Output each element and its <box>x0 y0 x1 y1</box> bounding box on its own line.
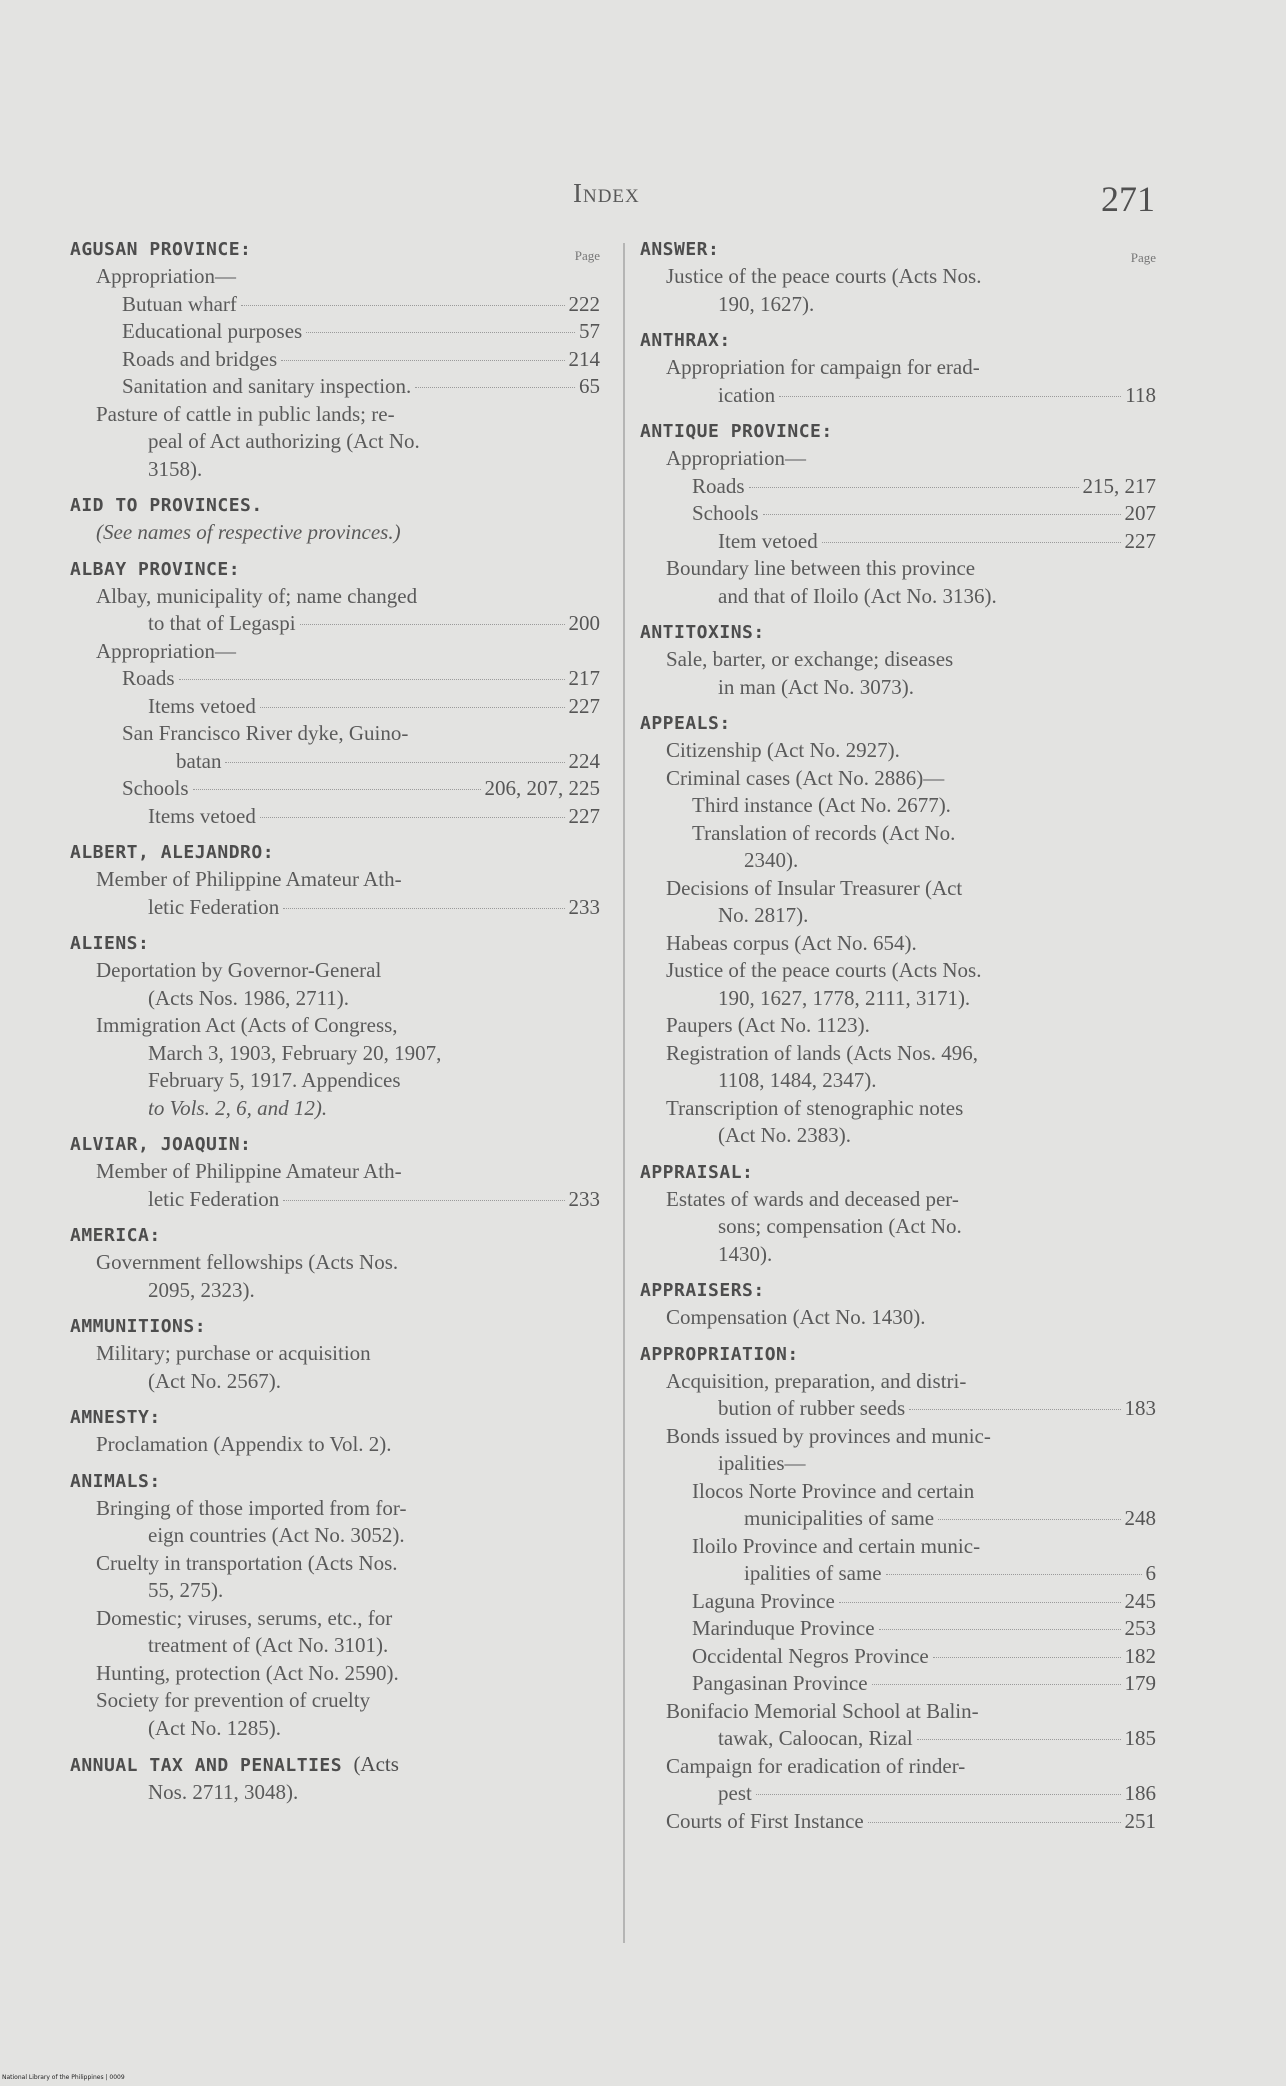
subentry-cont: to Vols. 2, 6, and 12). <box>148 1095 328 1120</box>
leader-dots <box>241 305 565 306</box>
page-ref: 217 <box>568 666 600 690</box>
page-ref: 214 <box>568 346 600 371</box>
subentry-cont: peal of Act authorizing (Act No. <box>148 429 420 453</box>
subentry-cont: 1430). <box>718 1241 773 1266</box>
left-column <box>70 236 600 1807</box>
leader-dots <box>283 1200 564 1201</box>
leader-dots <box>933 1657 1121 1658</box>
page-ref: 248 <box>1124 1506 1156 1530</box>
subentry: Member of Philippine Amateur Ath- <box>96 1159 402 1183</box>
index-row: Pangasinan Province 179 <box>640 1670 1156 1698</box>
entry-heading-albay: ALBAY PROVINCE: <box>70 558 241 580</box>
page-ref: 224 <box>568 748 600 773</box>
subentry-cont: 55, 275). <box>148 1578 224 1602</box>
entry-heading-answer: ANSWER: <box>640 239 720 260</box>
leader-dots <box>756 1794 1121 1795</box>
index-row: Items vetoed 227 <box>70 693 600 721</box>
index-row: batan 224 <box>70 748 600 776</box>
subentry-cont: eign countries (Act No. 3052). <box>148 1523 405 1547</box>
page-ref: 183 <box>1124 1396 1156 1420</box>
subentry-cont: (Act No. 1285). <box>148 1715 281 1740</box>
page-ref: 245 <box>1124 1588 1156 1613</box>
index-row: Marinduque Province 253 <box>640 1615 1156 1643</box>
leader-dots <box>749 487 1079 488</box>
leader-dots <box>179 679 565 680</box>
entry-heading-america: AMERICA: <box>70 1225 161 1246</box>
scan-footer: National Library of the Philippines | 0009 <box>2 2074 125 2081</box>
index-row: letic Federation 233 <box>70 894 600 922</box>
cross-reference: (See names of respective provinces.) <box>96 520 401 544</box>
entry-heading-antique: ANTIQUE PROVINCE: <box>640 421 833 442</box>
page-ref: 118 <box>1125 382 1156 407</box>
subentry: Registration of lands (Acts Nos. 496, <box>666 1040 979 1065</box>
subentry-cont: 2340). <box>744 848 799 872</box>
leader-dots <box>872 1684 1121 1685</box>
leader-dots <box>909 1409 1120 1410</box>
subentry: Bonds issued by provinces and munic- <box>666 1423 991 1448</box>
subentry-cont: No. 2817). <box>718 903 809 927</box>
subentry-cont: 190, 1627, 1778, 2111, 3171). <box>718 985 971 1010</box>
entry-heading-animals: ANIMALS: <box>70 1470 161 1492</box>
page-ref: 222 <box>568 291 600 316</box>
leader-dots <box>868 1822 1121 1823</box>
index-row: Item vetoed 227 <box>640 528 1156 556</box>
subentry: Bringing of those imported from for- <box>96 1495 407 1520</box>
right-column <box>640 236 1156 1835</box>
subentry: Justice of the peace courts (Acts Nos. <box>666 958 982 982</box>
page-ref: 206, 207, 225 <box>484 776 600 800</box>
index-row: Educational purposes 57 <box>70 318 600 346</box>
subentry: Criminal cases (Act No. 2886)— <box>666 765 945 790</box>
index-row: bution of rubber seeds 183 <box>640 1395 1156 1423</box>
subentry-cont: (Act No. 2567). <box>148 1368 281 1393</box>
index-row: municipalities of same 248 <box>640 1505 1156 1533</box>
subentry: Ilocos Norte Province and certain <box>692 1478 975 1503</box>
entry-heading-albert: ALBERT, ALEJANDRO: <box>70 842 275 863</box>
index-row: pest 186 <box>640 1780 1156 1808</box>
subentry-cont: sons; compensation (Act No. <box>718 1214 962 1238</box>
subentry: Hunting, protection (Act No. 2590). <box>96 1660 399 1685</box>
index-row: Sanitation and sanitary inspection. 65 <box>70 373 600 401</box>
subentry: Translation of records (Act No. <box>692 820 956 845</box>
leader-dots <box>917 1739 1121 1740</box>
page-ref: 233 <box>568 1186 600 1211</box>
leader-dots <box>879 1629 1121 1630</box>
subentry: Appropriation— <box>96 638 236 663</box>
page-ref: 253 <box>1124 1616 1156 1640</box>
subentry-cont: March 3, 1903, February 20, 1907, <box>148 1040 442 1065</box>
subentry: Bonifacio Memorial School at Balin- <box>666 1698 979 1723</box>
leader-dots <box>225 762 564 763</box>
leader-dots <box>283 908 564 909</box>
index-row: Roads 217 <box>70 665 600 693</box>
subentry: Domestic; viruses, serums, etc., for <box>96 1605 393 1630</box>
subentry: Proclamation (Appendix to Vol. 2). <box>96 1432 392 1456</box>
index-row: tawak, Caloocan, Rizal 185 <box>640 1725 1156 1753</box>
page-column-label: Page <box>1130 250 1156 265</box>
subentry: Justice of the peace courts (Acts Nos. <box>666 264 982 288</box>
index-row: Courts of First Instance 251 <box>640 1808 1156 1836</box>
subentry: Third instance (Act No. 2677). <box>692 793 951 817</box>
subentry: Compensation (Act No. 1430). <box>666 1305 926 1329</box>
index-row: Roads and bridges 214 <box>70 346 600 374</box>
leader-dots <box>938 1519 1120 1520</box>
subentry-cont: (Acts Nos. 1986, 2711). <box>148 985 350 1010</box>
leader-dots <box>260 707 565 708</box>
entry-heading-appraisal: APPRAISAL: <box>640 1161 754 1183</box>
subentry-cont: 190, 1627). <box>718 291 815 316</box>
subentry-cont: February 5, 1917. Appendices <box>148 1068 401 1092</box>
page-ref: 65 <box>579 374 600 398</box>
page-ref: 233 <box>568 894 600 919</box>
subentry: Estates of wards and deceased per- <box>666 1186 959 1211</box>
subentry-cont: (Act No. 2383). <box>718 1123 851 1147</box>
subentry: Decisions of Insular Treasurer (Act <box>666 875 963 900</box>
subentry: Paupers (Act No. 1123). <box>666 1013 870 1037</box>
page-ref: 200 <box>568 611 600 635</box>
subentry: Deportation by Governor-General <box>96 958 382 982</box>
subentry: Immigration Act (Acts of Congress, <box>96 1013 398 1037</box>
leader-dots <box>300 624 565 625</box>
page-ref: 6 <box>1145 1561 1156 1585</box>
page-column-label: Page <box>574 248 600 263</box>
page-ref: 207 <box>1124 501 1156 525</box>
leader-dots <box>839 1602 1121 1603</box>
subentry: Acquisition, preparation, and distri- <box>666 1368 967 1393</box>
entry-heading-annual: ANNUAL TAX AND PENALTIES (Acts <box>70 1752 399 1776</box>
page-ref: 227 <box>1124 528 1156 553</box>
page-ref: 227 <box>568 803 600 828</box>
entry-heading-ammunitions: AMMUNITIONS: <box>70 1316 207 1337</box>
page-title: Index <box>573 178 640 208</box>
page-ref: 215, 217 <box>1082 473 1156 498</box>
page-ref: 185 <box>1124 1726 1156 1750</box>
subentry-cont: 2095, 2323). <box>148 1277 255 1302</box>
entry-heading-aid: AID TO PROVINCES. <box>70 495 263 516</box>
page-ref: 227 <box>568 693 600 718</box>
index-row: Butuan wharf 222 <box>70 291 600 319</box>
leader-dots <box>822 542 1121 543</box>
page-ref: 186 <box>1124 1781 1156 1805</box>
page-ref: 182 <box>1124 1643 1156 1668</box>
subentry: Transcription of stenographic notes <box>666 1095 964 1120</box>
leader-dots <box>306 332 575 333</box>
entry-heading-agusan: AGUSAN PROVINCE: <box>70 239 252 260</box>
subentry: Campaign for eradication of rinder- <box>666 1753 966 1778</box>
subentry: Habeas corpus (Act No. 654). <box>666 930 917 955</box>
page-ref: 57 <box>579 319 600 343</box>
index-row: Items vetoed 227 <box>70 803 600 831</box>
subentry-cont: ipalities— <box>718 1451 806 1475</box>
subentry: Sale, barter, or exchange; diseases <box>666 647 954 671</box>
index-row: Schools 207 <box>640 500 1156 528</box>
index-row: letic Federation 233 <box>70 1186 600 1214</box>
index-row: to that of Legaspi 200 <box>70 610 600 638</box>
subentry: Member of Philippine Amateur Ath- <box>96 867 402 891</box>
entry-heading-appeals: APPEALS: <box>640 713 731 734</box>
subentry-cont: Nos. 2711, 3048). <box>148 1780 299 1804</box>
entry-heading-amnesty: AMNESTY: <box>70 1407 161 1428</box>
index-row: Schools 206, 207, 225 <box>70 775 600 803</box>
subentry: Appropriation— <box>666 446 806 470</box>
page-number: 271 <box>1101 179 1155 219</box>
leader-dots <box>886 1574 1142 1575</box>
subentry-cont: 3158). <box>148 456 203 481</box>
leader-dots <box>415 387 575 388</box>
leader-dots <box>779 396 1121 397</box>
subentry-cont: treatment of (Act No. 3101). <box>148 1633 389 1657</box>
entry-heading-antitoxins: ANTITOXINS: <box>640 622 765 643</box>
entry-heading-aliens: ALIENS: <box>70 933 150 954</box>
index-row: Roads 215, 217 <box>640 473 1156 501</box>
entry-heading-appropriation: APPROPRIATION: <box>640 1343 799 1365</box>
subentry-cont: 1108, 1484, 2347). <box>718 1068 877 1092</box>
subentry-cont: and that of Iloilo (Act No. 3136). <box>718 583 997 608</box>
entry-heading-anthrax: ANTHRAX: <box>640 330 731 351</box>
page-ref: 251 <box>1124 1808 1156 1833</box>
index-row: ication 118 <box>640 382 1156 410</box>
leader-dots <box>193 789 481 790</box>
subentry: Government fellowships (Acts Nos. <box>96 1250 399 1274</box>
leader-dots <box>260 817 565 818</box>
entry-heading-appraisers: APPRAISERS: <box>640 1280 765 1301</box>
subentry: Iloilo Province and certain munic- <box>692 1533 981 1558</box>
subentry: Boundary line between this province <box>666 556 976 580</box>
subentry: Appropriation for campaign for erad- <box>666 355 980 379</box>
subentry: Society for prevention of cruelty <box>96 1688 371 1712</box>
subentry: Pasture of cattle in public lands; re- <box>96 401 395 426</box>
entry-heading-alviar: ALVIAR, JOAQUIN: <box>70 1134 252 1155</box>
column-divider <box>623 243 625 1943</box>
index-row: Laguna Province 245 <box>640 1588 1156 1616</box>
subentry-cont: in man (Act No. 3073). <box>718 674 914 699</box>
subentry: Appropriation— <box>96 264 236 288</box>
subentry: Military; purchase or acquisition <box>96 1341 371 1365</box>
page-ref: 179 <box>1124 1671 1156 1695</box>
index-row: Occidental Negros Province 182 <box>640 1643 1156 1671</box>
leader-dots <box>763 514 1121 515</box>
index-row: ipalities of same 6 <box>640 1560 1156 1588</box>
leader-dots <box>281 360 564 361</box>
subentry: San Francisco River dyke, Guino- <box>122 721 409 745</box>
subentry: Citizenship (Act No. 2927). <box>666 738 900 762</box>
subentry: Cruelty in transportation (Acts Nos. <box>96 1550 398 1575</box>
subentry: Albay, municipality of; name changed <box>96 583 418 608</box>
